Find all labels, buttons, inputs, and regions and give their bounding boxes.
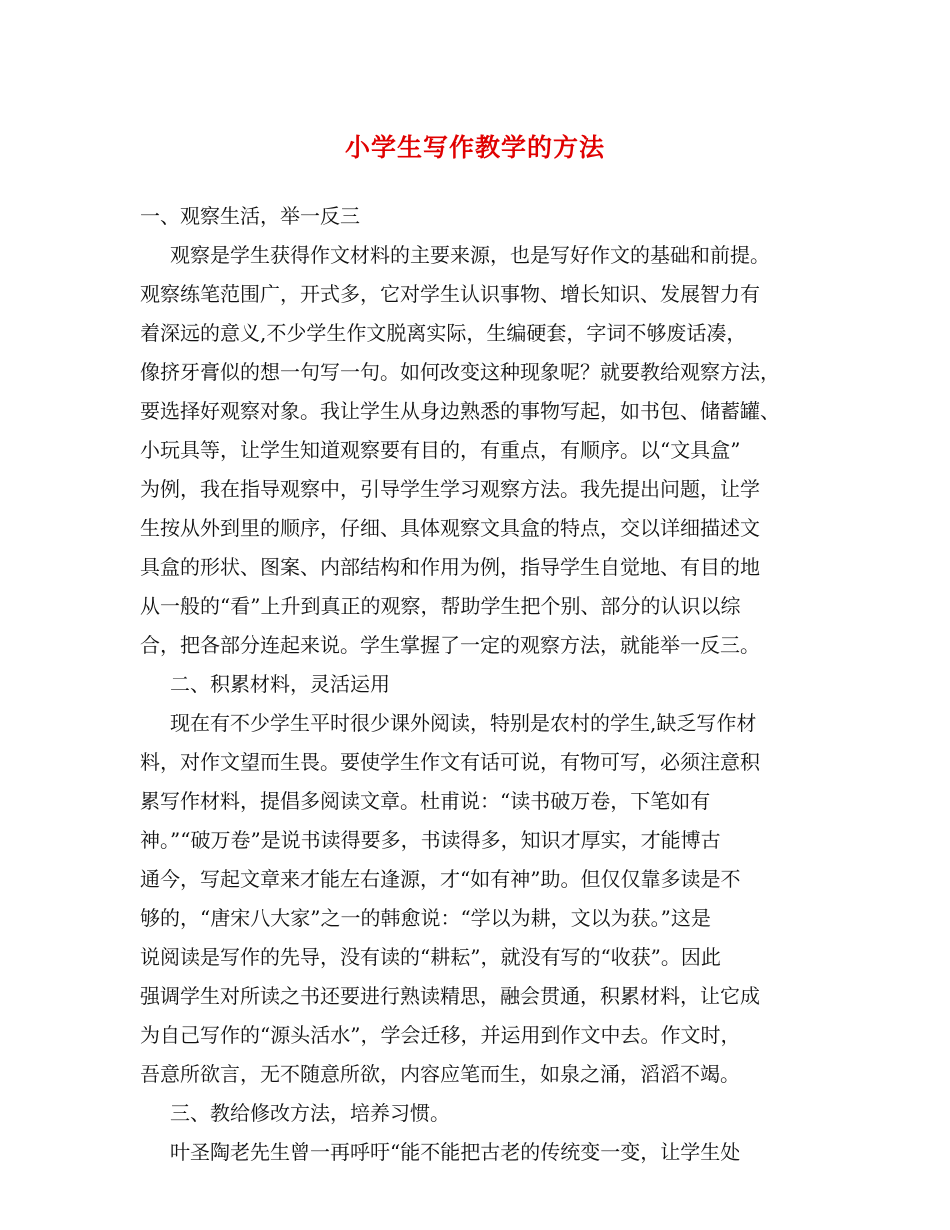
paragraph-line: 合，把各部分连起来说。学生掌握了一定的观察方法，就能举一反三。 [140,633,760,657]
page-title: 小学生写作教学的方法 [344,133,605,162]
paragraph-line: 要选择好观察对象。我让学生从身边熟悉的事物写起，如书包、储蓄罐、 [140,399,780,423]
paragraph-line: 从一般的“看”上升到真正的观察，帮助学生把个别、部分的认识以综 [140,594,741,618]
paragraph-line: 观察练笔范围广，开式多，它对学生认识事物、增长知识、发展智力有 [140,282,760,306]
paragraph-line: 着深远的意义,不少学生作文脱离实际，生编硬套，字词不够废话凑， [140,321,747,345]
paragraph-line: 说阅读是写作的先导，没有读的“耕耘”，就没有写的“收获”。因此 [140,945,721,969]
paragraph-line: 料，对作文望而生畏。要使学生作文有话可说，有物可写，必须注意积 [140,750,760,774]
paragraph-line: 小玩具等，让学生知道观察要有目的，有重点，有顺序。以“文具盒” [140,438,741,462]
paragraph-line: 强调学生对所读之书还要进行熟读精思，融会贯通，积累材料，让它成 [140,984,760,1008]
paragraph-line: 吾意所欲言，无不随意所欲，内容应笔而生，如泉之涌，滔滔不竭。 [140,1062,740,1086]
paragraph-line: 现在有不少学生平时很少课外阅读，特别是农村的学生,缺乏写作材 [170,711,757,735]
paragraph-line: 观察是学生获得作文材料的主要来源，也是写好作文的基础和前提。 [170,243,770,267]
paragraph-line: 累写作材料，提倡多阅读文章。杜甫说：“读书破万卷，下笔如有 [140,789,711,813]
paragraph-line: 为自己写作的“源头活水”，学会迁移，并运用到作文中去。作文时， [140,1023,741,1047]
section-heading-revision: 三、教给修改方法，培养习惯。 [170,1101,450,1125]
paragraph-line: 通今，写起文章来才能左右逢源，才“如有神”助。但仅仅靠多读是不 [140,867,741,891]
section-heading-observation: 一、观察生活，举一反三 [140,204,360,228]
paragraph-line: 像挤牙膏似的想一句写一句。如何改变这种现象呢？就要教给观察方法， [140,360,780,384]
paragraph-line: 叶圣陶老先生曾一再呼吁“能不能把古老的传统变一变，让学生处 [170,1140,741,1164]
section-heading-materials: 二、积累材料，灵活运用 [170,672,390,696]
paragraph-line: 够的，“唐宋八大家”之一的韩愈说：“学以为耕，文以为获。”这是 [140,906,711,930]
paragraph-line: 为例，我在指导观察中，引导学生学习观察方法。我先提出问题，让学 [140,477,760,501]
paragraph-line: 具盒的形状、图案、内部结构和作用为例，指导学生自觉地、有目的地 [140,555,760,579]
paragraph-line: 生按从外到里的顺序，仔细、具体观察文具盒的特点，交以详细描述文 [140,516,760,540]
paragraph-line: 神。”“破万卷”是说书读得要多，书读得多，知识才厚实，才能博古 [140,828,721,852]
